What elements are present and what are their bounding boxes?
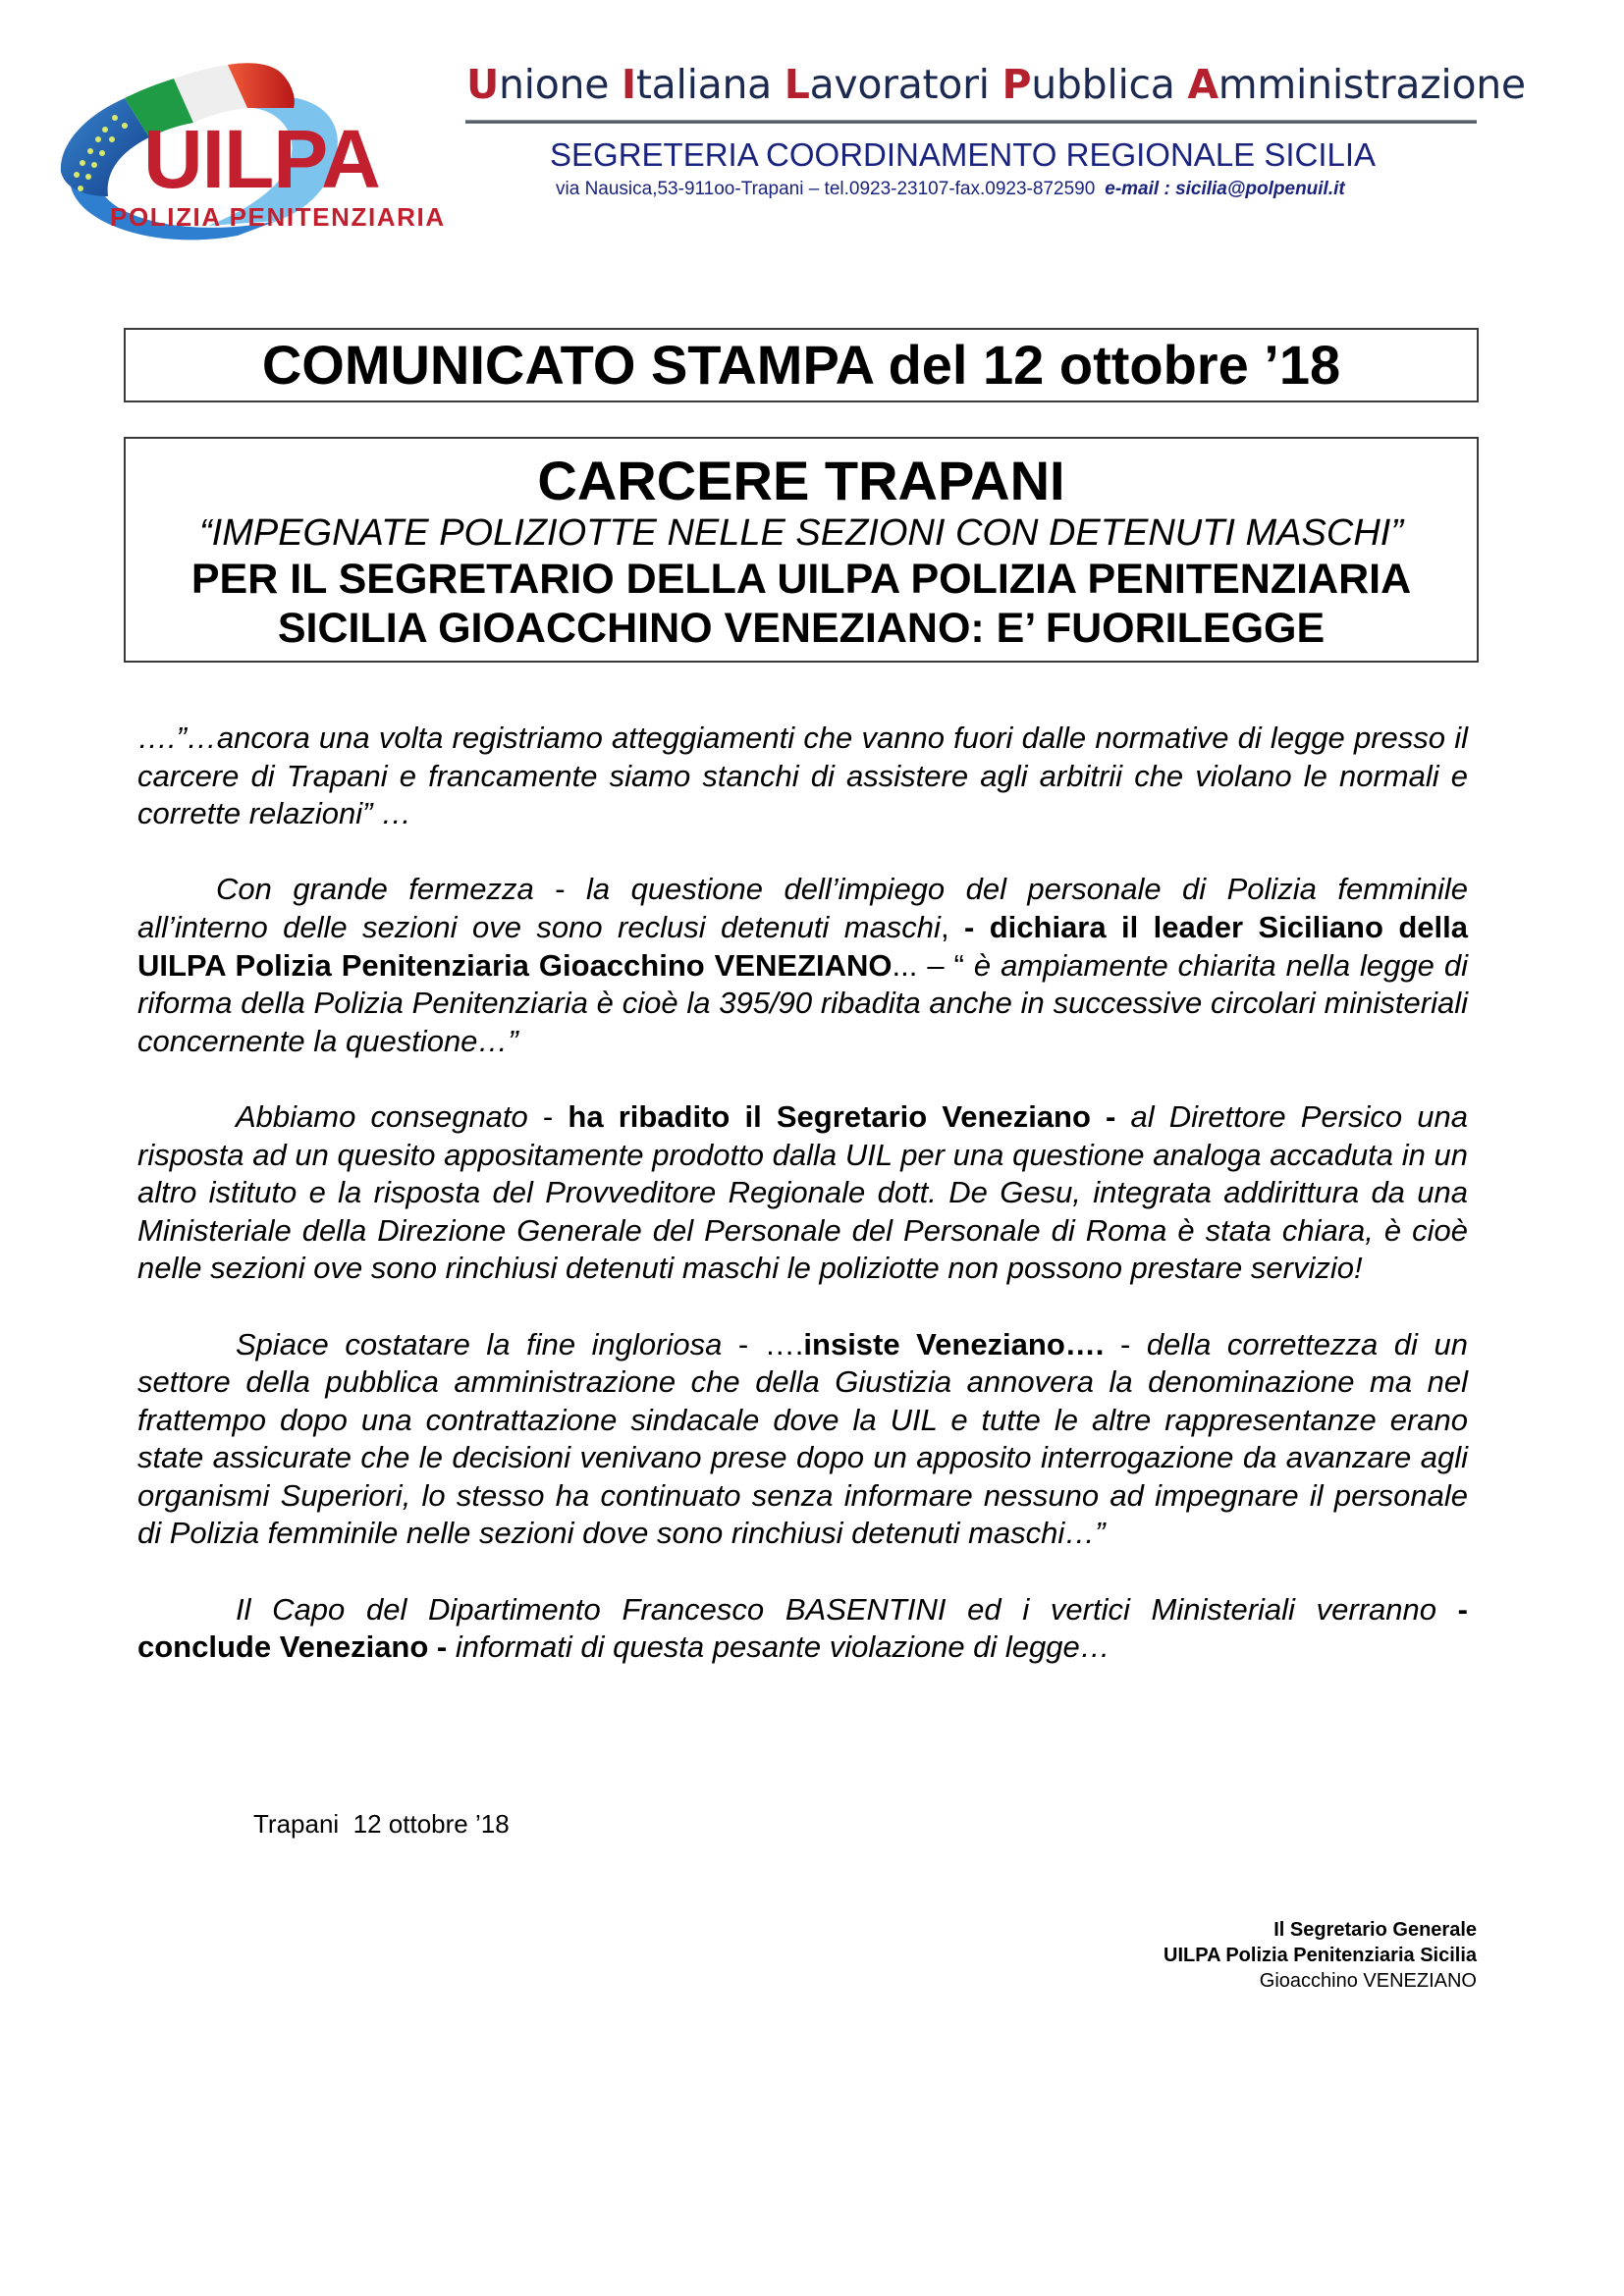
headline-title: CARCERE TRAPANI: [537, 450, 1065, 511]
paragraph-2: Con grande fermezza - la questione dell’impiego del personale di Polizia femminile all’interno delle sezioni ove sono reclusi detenuti maschi, - dichiara il leader Siciliano della UILPA Polizia Penitenziaria Gioacchino VENEZIANO... – “ è ampiamente chiarita nella legge di riforma della Polizia Penitenziaria è cioè la 395/90 ribadita anche in successive circolari ministeriali concernente la questione…”: [137, 872, 1469, 1058]
quote-attribution: insiste Veneziano….: [803, 1326, 1105, 1362]
secretariat-title: SEGRETERIA COORDINAMENTO REGIONALE SICILIA: [550, 136, 1377, 173]
paragraph-3: Abbiamo consegnato - ha ribadito il Segretario Veneziano - al Direttore Persico una risposta ad un quesito appositamente prodotto dalla UIL per una questione analoga accaduta in un altro istituto e la risposta del Provveditore Regionale dott. De Gesu, integrata addirittura da una Ministeriale della Direzione Generale del Personale del Personale di Roma è stata chiara, è cioè nelle sezioni ove sono rinchiusi detenuti maschi le poliziotte non possono prestare servizio!: [137, 1098, 1469, 1286]
paragraph-5: Il Capo del Dipartimento Francesco BASENTINI ed i vertici Ministeriali verranno - conclude Veneziano - informati di questa pesante violazione di legge…: [137, 1591, 1468, 1665]
contact-address: via Nausica,53-911oo-Trapani – tel.0923-23107-fax.0923-872590: [556, 179, 1096, 199]
contact-email[interactable]: e-mail : sicilia@polpenuil.it: [1105, 179, 1345, 199]
header-divider: [465, 120, 1477, 124]
org-word: Italiana: [621, 61, 785, 108]
org-word: Lavoratori: [784, 61, 1002, 108]
quote-attribution: - dichiara il leader Siciliano della UILPA Polizia Penitenziaria Gioacchino VENEZIANO: [137, 909, 1468, 983]
headline-line-2: SICILIA GIOACCHINO VENEZIANO: E’ FUORILEGGE: [277, 605, 1326, 652]
org-word: Unione: [466, 61, 622, 108]
headline-line-1: PER IL SEGRETARIO DELLA UILPA POLIZIA PENITENZIARIA: [190, 556, 1412, 603]
quote-attribution: ha ribadito il Segretario Veneziano -: [568, 1098, 1116, 1134]
signature-block: [1164, 1917, 1477, 1994]
logo-text-group: [110, 113, 446, 232]
org-word: Amministrazione: [1187, 61, 1526, 108]
paragraph-4: Spiace costatare la fine ingloriosa - ….insiste Veneziano…. - della correttezza di un settore della pubblica amministrazione che della Giustizia annovera la denominazione ma nel frattempo dopo una contrattazione sindacale dove la UIL e tutte le altre rappresentanze erano state assicurate che le decisioni venivano prese dopo un apposito interrogazione da avanzare agli organismi Superiori, lo stesso ha continuato senza informare nessuno ad impegnare il personale di Polizia femminile nelle sezioni dove sono rinchiusi detenuti maschi…”: [137, 1326, 1468, 1551]
org-word: Pubblica: [1001, 61, 1188, 108]
paragraph-1: ….”…ancora una volta registriamo atteggiamenti che vanno fuori dalle normative di legge presso il carcere di Trapani e francamente siamo stanchi di assistere agli arbitrii che violano le normali e corrette relazioni” …: [137, 721, 1468, 831]
signature-name: Gioacchino VENEZIANO: [1259, 1970, 1477, 1992]
signature-role: Il Segretario Generale: [1273, 1919, 1477, 1941]
article-body: [137, 720, 1468, 1704]
press-release-title: COMUNICATO STAMPA del 12 ottobre ’18: [261, 334, 1341, 396]
quote-attribution: - conclude Veneziano -: [137, 1591, 1468, 1665]
contact-line: [556, 179, 1345, 200]
uilpa-logo: [51, 39, 446, 250]
place-and-date: Trapani 12 ottobre ’18: [253, 1809, 510, 1839]
signature-organization: UILPA Polizia Penitenziaria Sicilia: [1164, 1945, 1477, 1966]
organization-name: [466, 61, 1526, 108]
headline-box: [124, 437, 1479, 663]
logo-subtitle-text: POLIZIA PENITENZIARIA: [110, 202, 446, 232]
logo-uilpa-text: UILPA: [143, 113, 380, 205]
press-release-box: [124, 328, 1479, 402]
headline-quote: “IMPEGNATE POLIZIOTTE NELLE SEZIONI CON DETENUTI MASCHI”: [199, 512, 1403, 554]
